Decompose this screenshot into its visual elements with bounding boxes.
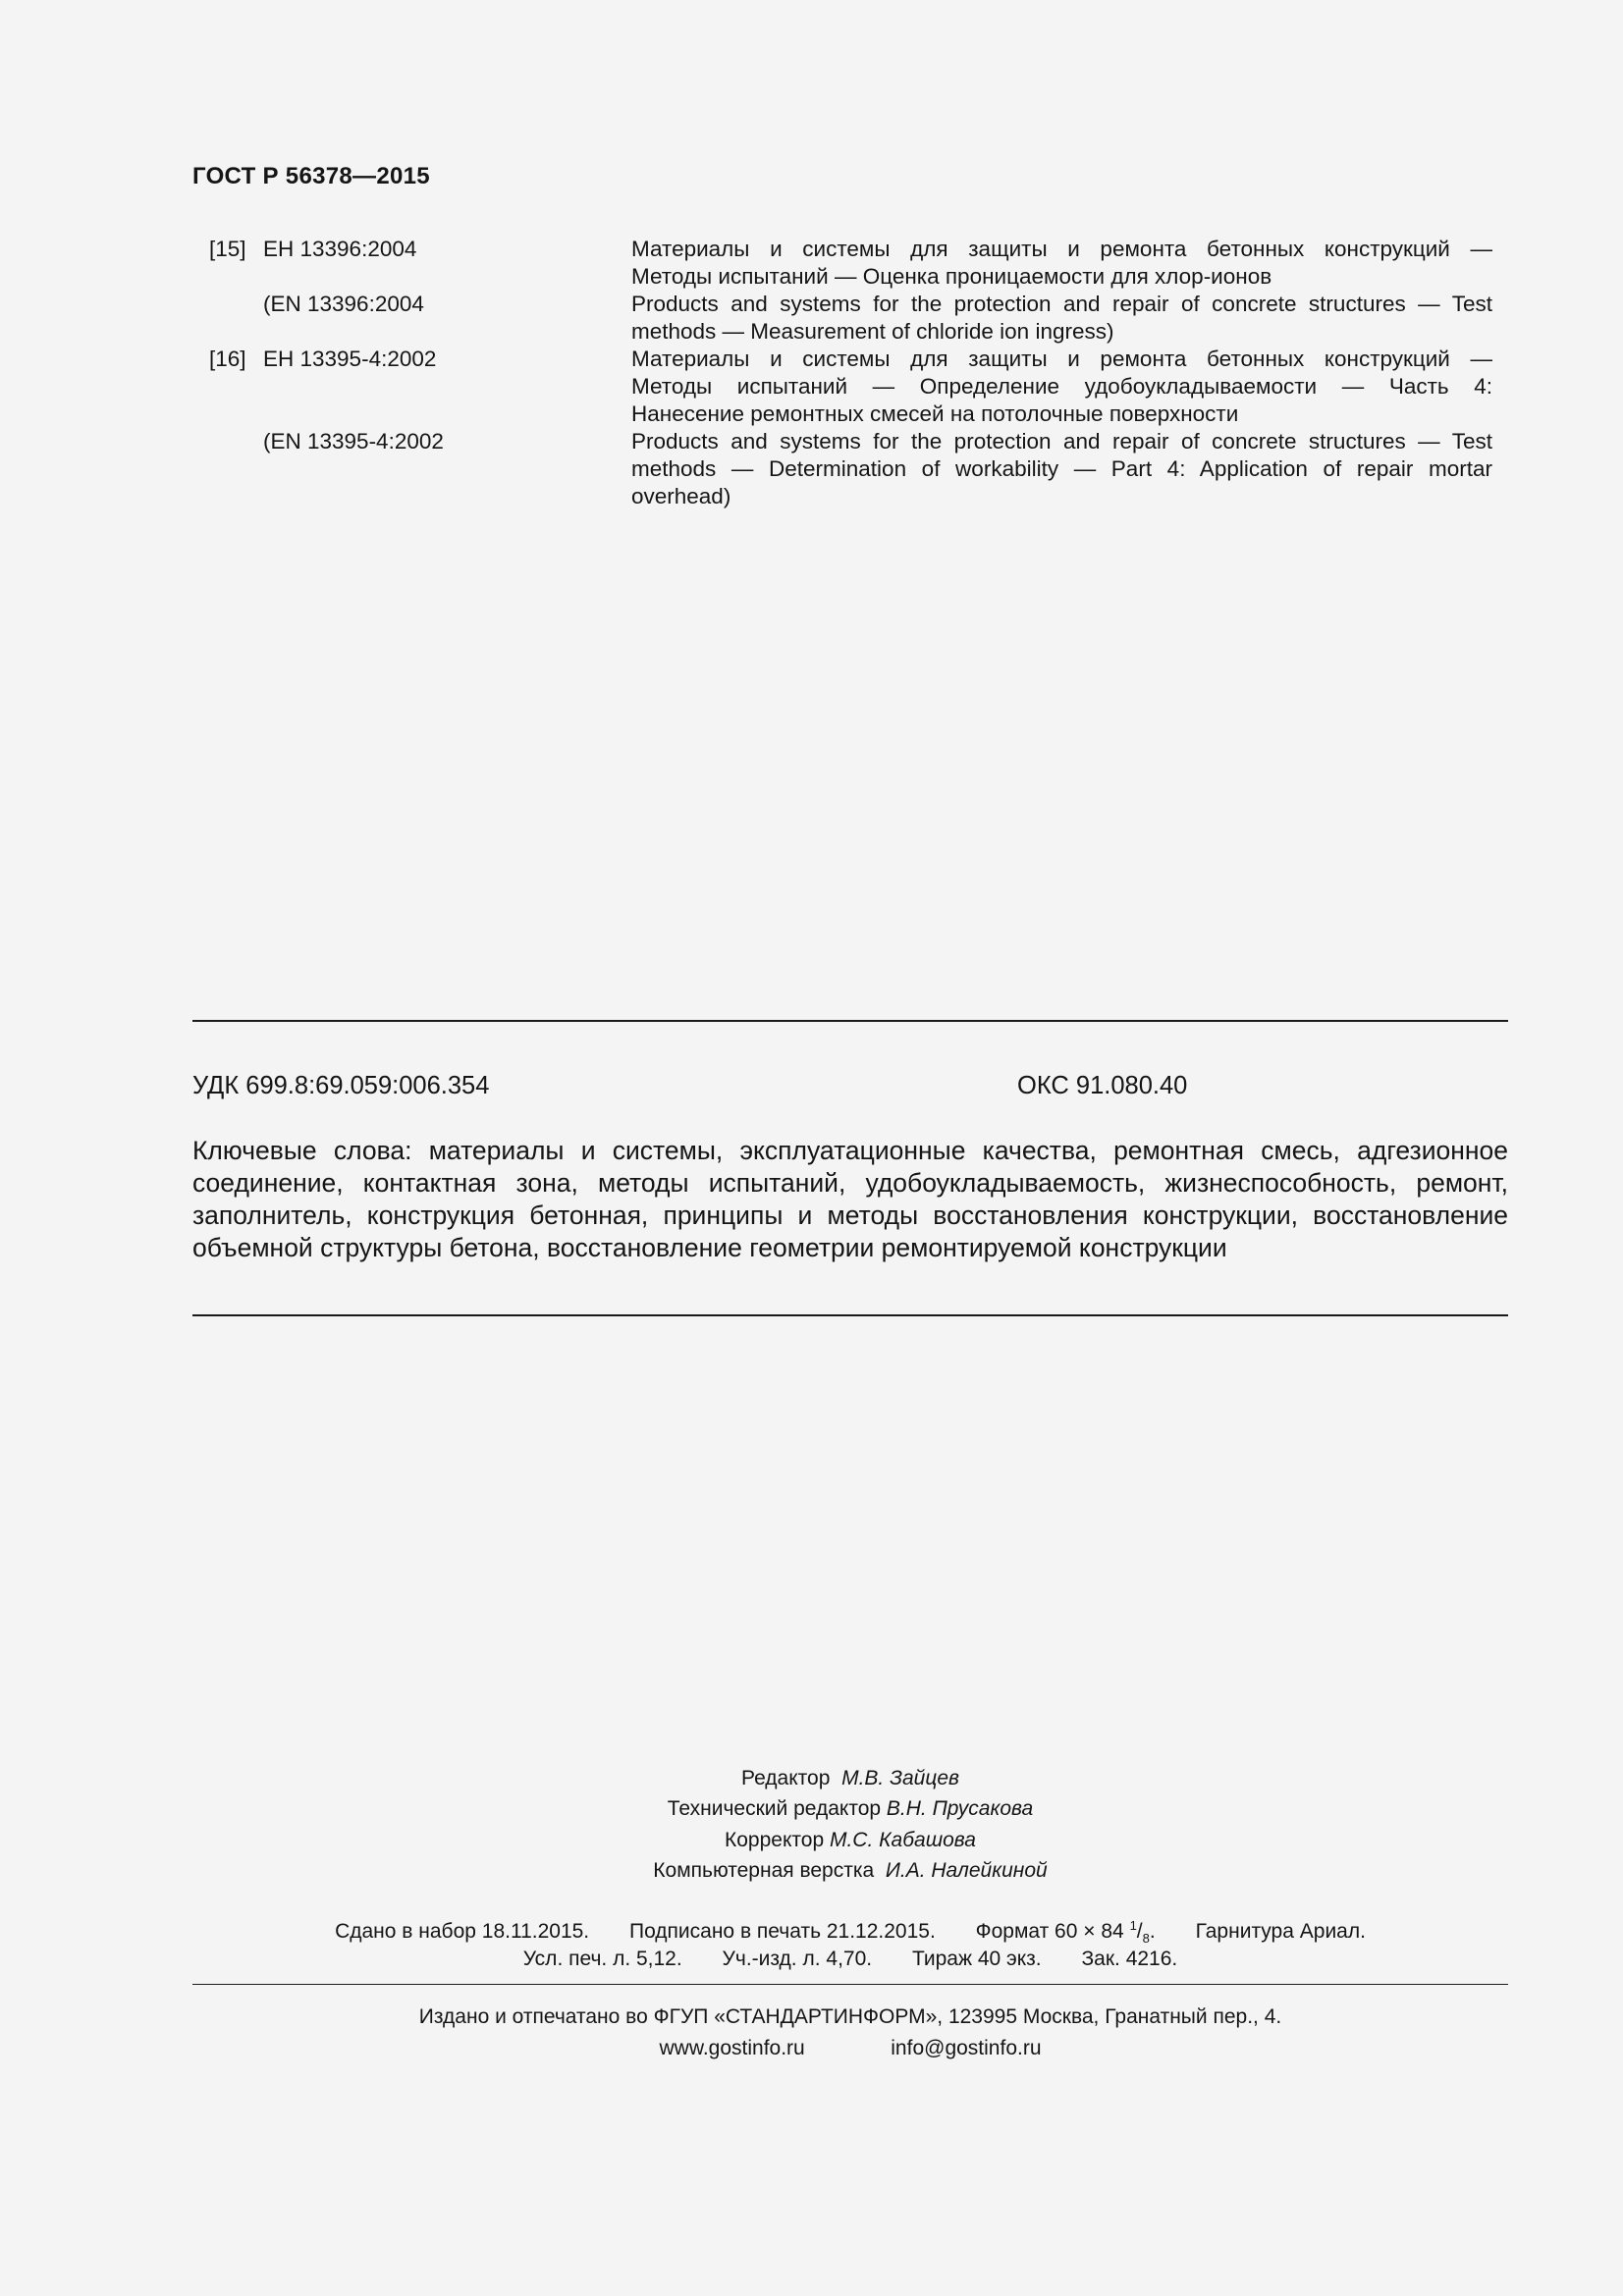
reference-line: Нанесение ремонтных смесей на потолочные поверхности [631, 401, 1239, 426]
reference-number: [15] [209, 237, 246, 261]
order-number: Зак. 4216. [1081, 1948, 1178, 1970]
reference-line: Материалы и системы для защиты и ремонта бетонных конструкций — [631, 237, 1492, 261]
format-fraction-denominator: 8 [1142, 1931, 1150, 1947]
format-prefix: Формат 60 × 84 [975, 1920, 1124, 1943]
reference-description [631, 291, 1492, 346]
divider-bottom [192, 1984, 1508, 1985]
editor-credit [0, 1763, 1623, 1794]
reference-line: methods — Measurement of chloride ion ingress) [631, 319, 1114, 344]
reference-description [631, 428, 1492, 510]
editor-label: Редактор [741, 1767, 831, 1789]
email-link[interactable]: info@gostinfo.ru [891, 2037, 1042, 2059]
reference-code: (EN 13395-4:2002 [263, 429, 444, 454]
submitted-date: Сдано в набор 18.11.2015. [335, 1920, 590, 1943]
print-info-row-1 [0, 1918, 1623, 1946]
tech-editor-name: В.Н. Прусакова [886, 1797, 1034, 1820]
udk-code: УДК 699.8:69.059:006.354 [192, 1072, 490, 1099]
editor-name: М.В. Зайцев [841, 1767, 959, 1789]
tech-editor-label: Технический редактор [667, 1797, 882, 1820]
reference-description [631, 346, 1492, 428]
reference-line: Products and systems for the protection and repair of concrete structures — Test [631, 429, 1492, 454]
reference-line: Материалы и системы для защиты и ремонта бетонных конструкций — [631, 347, 1492, 371]
format-fraction-numerator: 1 [1129, 1918, 1137, 1933]
reference-line: Методы испытаний — Оценка проницаемости для хлор-ионов [631, 264, 1272, 289]
corrector-name: М.С. Кабашова [829, 1829, 976, 1851]
circulation: Тираж 40 экз. [911, 1948, 1042, 1970]
reference-number: [16] [209, 347, 246, 371]
tech-editor-credit [0, 1793, 1623, 1825]
reference-description [631, 236, 1492, 291]
document-code: ГОСТ Р 56378—2015 [192, 163, 430, 189]
website-link[interactable]: www.gostinfo.ru [659, 2037, 805, 2059]
keywords-line: заполнитель, конструкция бетонная, принципы и методы восстановления конструкции, восстановление [192, 1201, 1508, 1230]
corrector-credit [0, 1825, 1623, 1856]
corrector-label: Корректор [725, 1829, 825, 1851]
print-info-row-2 [0, 1948, 1623, 1971]
reference-code: ЕН 13396:2004 [263, 237, 417, 261]
reference-code: ЕН 13395-4:2002 [263, 347, 437, 371]
reference-line: Products and systems for the protection and repair of concrete structures — Test [631, 292, 1492, 316]
oks-code: ОКС 91.080.40 [1017, 1072, 1188, 1099]
layout-credit [0, 1855, 1623, 1887]
signed-date: Подписано в печать 21.12.2015. [628, 1920, 936, 1943]
reference-line: Методы испытаний — Определение удобоукладываемости — Часть 4: [631, 374, 1492, 399]
print-sheets: Усл. печ. л. 5,12. [522, 1948, 682, 1970]
publisher-line [0, 2005, 1623, 2029]
reference-line: methods — Determination of workability — Part 4: Application of repair mortar [631, 456, 1492, 481]
keywords-line: соединение, контактная зона, методы испытаний, удобоукладываемость, жизнеспособность, ремонт, [192, 1168, 1508, 1198]
keywords-paragraph [192, 1135, 1508, 1264]
keywords-line: Ключевые слова: материалы и системы, эксплуатационные качества, ремонтная смесь, адгезионное [192, 1136, 1508, 1165]
reference-code: (EN 13396:2004 [263, 292, 424, 316]
paper-format: Формат 60 × 84 $^1/_8$. [975, 1918, 1156, 1947]
reference-line: overhead) [631, 484, 731, 508]
publisher-contacts [0, 2037, 1623, 2060]
typeface: Гарнитура Ариал. [1195, 1920, 1366, 1943]
divider-top [192, 1020, 1508, 1022]
layout-label: Компьютерная верстка [653, 1859, 875, 1882]
publishing-sheets: Уч.-изд. л. 4,70. [722, 1948, 873, 1970]
keywords-line: объемной структуры бетона, восстановление геометрии ремонтируемой конструкции [192, 1233, 1227, 1262]
layout-name: И.А. Налейкиной [885, 1859, 1048, 1882]
publisher-address: Издано и отпечатано во ФГУП «СТАНДАРТИНФОРМ», 123995 Москва, Гранатный пер., 4. [418, 2005, 1282, 2028]
divider-middle [192, 1314, 1508, 1316]
